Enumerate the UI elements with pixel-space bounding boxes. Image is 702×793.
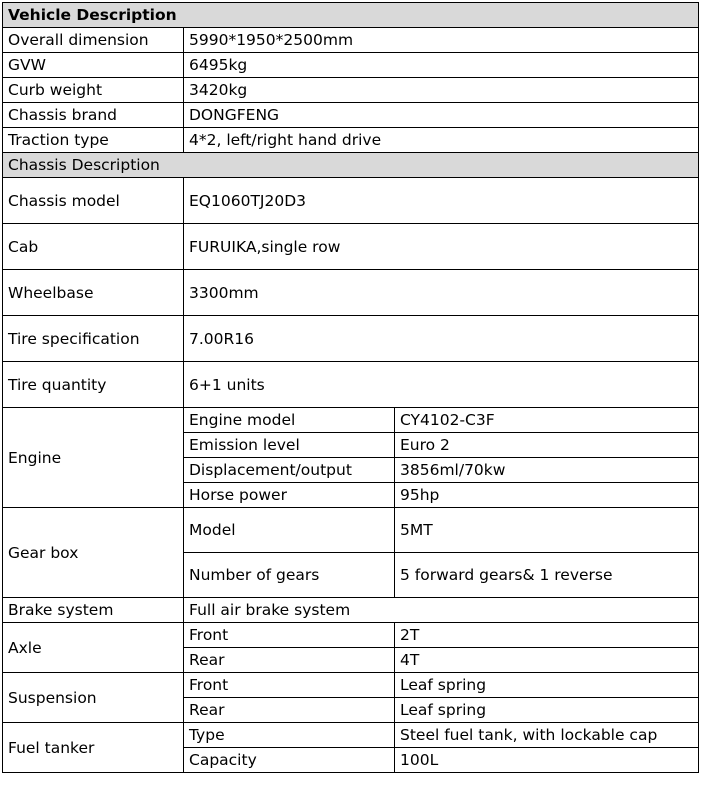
table-row <box>3 598 699 623</box>
row-label: Brake system <box>3 598 184 623</box>
row-label: Overall dimension <box>3 28 184 53</box>
sub-label: Model <box>184 508 395 553</box>
table-row <box>3 53 699 78</box>
suspension-group-label: Suspension <box>3 673 184 723</box>
table-row <box>3 723 699 748</box>
sub-value: 4T <box>395 648 699 673</box>
table-row <box>3 78 699 103</box>
sub-value: 5 forward gears& 1 reverse <box>395 553 699 598</box>
sub-label: Type <box>184 723 395 748</box>
row-value: 6+1 units <box>184 362 699 408</box>
table-row <box>3 316 699 362</box>
row-value: 5990*1950*2500mm <box>184 28 699 53</box>
chassis-description-header-row <box>3 153 699 178</box>
row-value: 4*2, left/right hand drive <box>184 128 699 153</box>
row-value: EQ1060TJ20D3 <box>184 178 699 224</box>
table-row <box>3 178 699 224</box>
row-label: Chassis brand <box>3 103 184 128</box>
sub-value: 100L <box>395 748 699 773</box>
row-label: Curb weight <box>3 78 184 103</box>
sub-label: Front <box>184 623 395 648</box>
row-label: Wheelbase <box>3 270 184 316</box>
sub-value: CY4102-C3F <box>395 408 699 433</box>
sub-label: Number of gears <box>184 553 395 598</box>
sub-label: Rear <box>184 698 395 723</box>
vehicle-description-header-row <box>3 3 699 28</box>
table-row <box>3 408 699 433</box>
axle-group-label: Axle <box>3 623 184 673</box>
row-value: 3420kg <box>184 78 699 103</box>
row-label: Tire specification <box>3 316 184 362</box>
sub-value: Leaf spring <box>395 698 699 723</box>
row-label: Tire quantity <box>3 362 184 408</box>
sub-value: 95hp <box>395 483 699 508</box>
sub-label: Emission level <box>184 433 395 458</box>
sub-label: Horse power <box>184 483 395 508</box>
row-value: 6495kg <box>184 53 699 78</box>
sub-value: 2T <box>395 623 699 648</box>
sub-value: 3856ml/70kw <box>395 458 699 483</box>
sub-label: Rear <box>184 648 395 673</box>
sub-value: Euro 2 <box>395 433 699 458</box>
engine-group-label: Engine <box>3 408 184 508</box>
chassis-description-heading: Chassis Description <box>3 153 699 178</box>
table-row <box>3 128 699 153</box>
table-row <box>3 362 699 408</box>
row-label: Cab <box>3 224 184 270</box>
spec-table <box>2 2 699 773</box>
row-value: 3300mm <box>184 270 699 316</box>
gear-box-group-label: Gear box <box>3 508 184 598</box>
table-row <box>3 103 699 128</box>
sub-value: 5MT <box>395 508 699 553</box>
table-row <box>3 673 699 698</box>
table-row <box>3 28 699 53</box>
row-value: 7.00R16 <box>184 316 699 362</box>
table-row <box>3 270 699 316</box>
sub-label: Engine model <box>184 408 395 433</box>
sub-value: Leaf spring <box>395 673 699 698</box>
vehicle-description-heading: Vehicle Description <box>3 3 699 28</box>
row-label: Chassis model <box>3 178 184 224</box>
table-row <box>3 224 699 270</box>
sub-label: Capacity <box>184 748 395 773</box>
row-value: FURUIKA,single row <box>184 224 699 270</box>
fuel-tanker-group-label: Fuel tanker <box>3 723 184 773</box>
sub-label: Displacement/output <box>184 458 395 483</box>
row-value: Full air brake system <box>184 598 699 623</box>
row-label: GVW <box>3 53 184 78</box>
row-label: Traction type <box>3 128 184 153</box>
table-row <box>3 508 699 553</box>
sub-label: Front <box>184 673 395 698</box>
table-row <box>3 623 699 648</box>
sub-value: Steel fuel tank, with lockable cap <box>395 723 699 748</box>
row-value: DONGFENG <box>184 103 699 128</box>
